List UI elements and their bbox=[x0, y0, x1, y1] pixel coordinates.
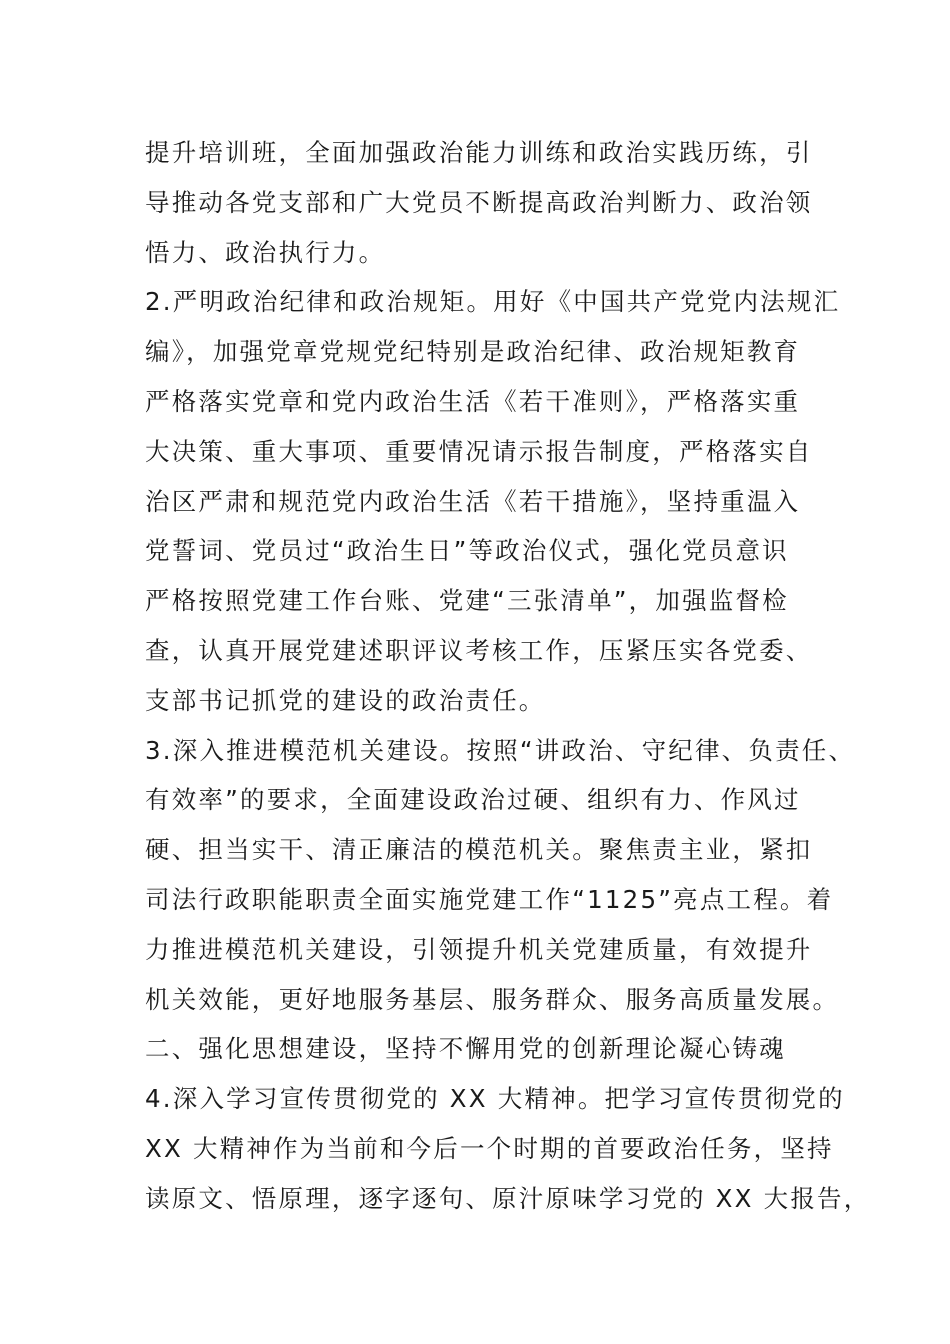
text-line: 读原文、悟原理，逐字逐句、原汁原味学习党的 XX 大报告， bbox=[145, 1183, 871, 1213]
text-line: 导推动各党支部和广大党员不断提高政治判断力、政治领 bbox=[145, 187, 813, 217]
text-line: 司法行政职能职责全面实施党建工作“1125”亮点工程。着 bbox=[145, 884, 834, 914]
text-line: 力推进模范机关建设，引领提升机关党建质量，有效提升 bbox=[145, 934, 813, 964]
text-line: 大决策、重大事项、重要情况请示报告制度，严格落实自 bbox=[145, 436, 813, 466]
text-line: 4.深入学习宣传贯彻党的 XX 大精神。把学习宣传贯彻党的 bbox=[145, 1084, 845, 1114]
text-line: 硬、担当实干、清正廉洁的模范机关。聚焦责主业，紧扣 bbox=[145, 835, 813, 865]
section-heading: 二、强化思想建设，坚持不懈用党的创新理论凝心铸魂 bbox=[145, 1034, 786, 1064]
text-line: 2.严明政治纪律和政治规矩。用好《中国共产党党内法规汇 bbox=[145, 287, 841, 317]
text-line: 严格落实党章和党内政治生活《若干准则》，严格落实重 bbox=[145, 386, 801, 416]
text-line: 有效率”的要求，全面建设政治过硬、组织有力、作风过 bbox=[145, 785, 801, 815]
text-line: 党誓词、党员过“政治生日”等政治仪式，强化党员意识 bbox=[145, 536, 789, 566]
text-line: 提升培训班，全面加强政治能力训练和政治实践历练，引 bbox=[145, 138, 813, 167]
text-line: 支部书记抓党的建设的政治责任。 bbox=[145, 685, 546, 715]
text-line: 悟力、政治执行力。 bbox=[145, 237, 386, 267]
text-line: XX 大精神作为当前和今后一个时期的首要政治任务，坚持 bbox=[145, 1133, 834, 1163]
body-text bbox=[145, 128, 871, 1224]
text-line: 编》，加强党章党规党纪特别是政治纪律、政治规矩教育 bbox=[145, 337, 801, 367]
text-line: 治区严肃和规范党内政治生活《若干措施》，坚持重温入 bbox=[145, 486, 801, 516]
text-line: 严格按照党建工作台账、党建“三张清单”，加强监督检 bbox=[145, 586, 789, 616]
text-line: 3.深入推进模范机关建设。按照“讲政治、守纪律、负责任、 bbox=[145, 735, 856, 765]
text-line: 查，认真开展党建述职评议考核工作，压紧压实各党委、 bbox=[145, 635, 813, 665]
text-line: 机关效能，更好地服务基层、服务群众、服务高质量发展。 bbox=[145, 984, 840, 1014]
